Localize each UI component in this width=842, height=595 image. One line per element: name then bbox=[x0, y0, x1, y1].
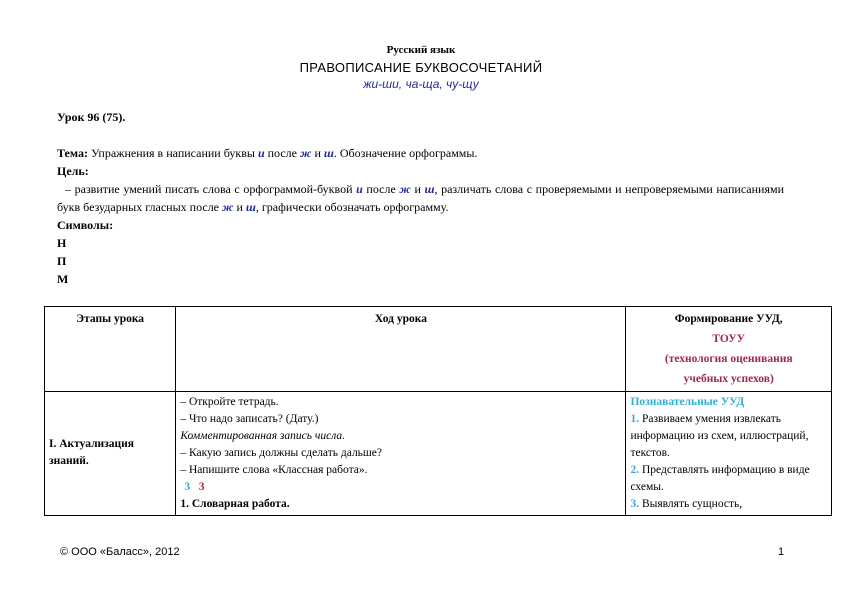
uud-item-num: 1. bbox=[630, 413, 640, 425]
process-line: – Что надо записать? (Дату.) bbox=[180, 413, 319, 425]
uud-title: Формирование УУД, bbox=[674, 313, 783, 325]
process-cell bbox=[176, 392, 626, 516]
uud-item bbox=[630, 462, 827, 496]
uud-item bbox=[630, 496, 827, 513]
process-subheading: 1. Словарная работа. bbox=[180, 498, 290, 510]
goal-text-4: , графически обозначать орфограмму. bbox=[255, 200, 449, 214]
uud-item-text: Выявлять сущность, bbox=[639, 498, 743, 510]
goal-letter-sh-2: ш bbox=[245, 200, 256, 214]
topic-label: Тема: bbox=[57, 146, 88, 160]
goal-and-2: и bbox=[233, 200, 246, 214]
goal-text-1: – развитие умений писать слова с орфограммой-буквой bbox=[65, 182, 357, 196]
uud-heading: Познавательные УУД bbox=[630, 396, 745, 408]
uud-tech-full-2: учебных успехов) bbox=[683, 373, 774, 385]
process-italic-line: Комментированная запись числа. bbox=[180, 430, 345, 442]
process-line: – Откройте тетрадь. bbox=[180, 396, 279, 408]
footer-page-number: 1 bbox=[778, 546, 785, 558]
table-row bbox=[45, 392, 832, 516]
symbol-m: М bbox=[57, 272, 69, 286]
topic-and: и bbox=[311, 146, 324, 160]
lesson-table bbox=[44, 306, 832, 516]
topic-text-2: после bbox=[264, 146, 300, 160]
goal-letter-zh-2: ж bbox=[222, 200, 234, 214]
symbol-p: П bbox=[57, 254, 67, 268]
header-process: Ход урока bbox=[176, 307, 626, 392]
header-stages: Этапы урока bbox=[45, 307, 176, 392]
topic-text-3: . Обозначение орфограммы. bbox=[333, 146, 478, 160]
numbers-line bbox=[180, 479, 621, 496]
process-line: – Напишите слова «Классная работа». bbox=[180, 464, 368, 476]
symbol-n: Н bbox=[57, 236, 67, 250]
letter-zh: ж bbox=[300, 146, 312, 160]
subject-title: Русский язык bbox=[386, 44, 456, 56]
letter-sh: ш bbox=[323, 146, 334, 160]
stage-label: I. Актуализация знаний. bbox=[49, 437, 135, 467]
uud-tech-full-1: (технология оценивания bbox=[664, 353, 793, 365]
header-uud bbox=[626, 307, 832, 392]
page-subtitle: жи-ши, ча-ща, чу-щу bbox=[363, 77, 479, 91]
goal-letter-sh: ш bbox=[424, 182, 435, 196]
goal-label: Цель: bbox=[57, 164, 89, 178]
footer-copyright: © ООО «Баласс», 2012 bbox=[60, 546, 180, 558]
process-line: – Какую запись должны сделать дальше? bbox=[180, 447, 382, 459]
letter-i: и bbox=[257, 146, 265, 160]
number-red: 3 bbox=[198, 481, 205, 493]
page-title: ПРАВОПИСАНИЕ БУКВОСОЧЕТАНИЙ bbox=[299, 60, 543, 75]
topic-text-1: Упражнения в написании буквы bbox=[87, 146, 258, 160]
stage-cell bbox=[45, 392, 176, 516]
lesson-topic bbox=[57, 144, 477, 162]
table-header-row bbox=[45, 307, 832, 392]
uud-item bbox=[630, 411, 827, 462]
goal-text bbox=[57, 180, 784, 216]
uud-item-text: Представлять информацию в виде схемы. bbox=[630, 464, 810, 493]
number-cyan: 3 bbox=[184, 481, 191, 493]
goal-text-3: , различать слова с проверяемыми и непроверяемыми написаниями букв безударных гласных после bbox=[57, 182, 784, 214]
goal-and-1: и bbox=[410, 182, 425, 196]
symbols-label: Символы: bbox=[57, 218, 114, 232]
uud-cell bbox=[626, 392, 832, 516]
lesson-number: Урок 96 (75). bbox=[57, 110, 126, 124]
uud-item-text: Развиваем умения извлекать информацию из схем, иллюстраций, текстов. bbox=[630, 413, 809, 459]
uud-item-num: 3. bbox=[630, 498, 640, 510]
goal-letter-i: и bbox=[356, 182, 363, 196]
goal-text-2: после bbox=[362, 182, 400, 196]
uud-item-num: 2. bbox=[630, 464, 640, 476]
goal-letter-zh: ж bbox=[399, 182, 411, 196]
uud-tech: ТОУУ bbox=[712, 333, 746, 345]
